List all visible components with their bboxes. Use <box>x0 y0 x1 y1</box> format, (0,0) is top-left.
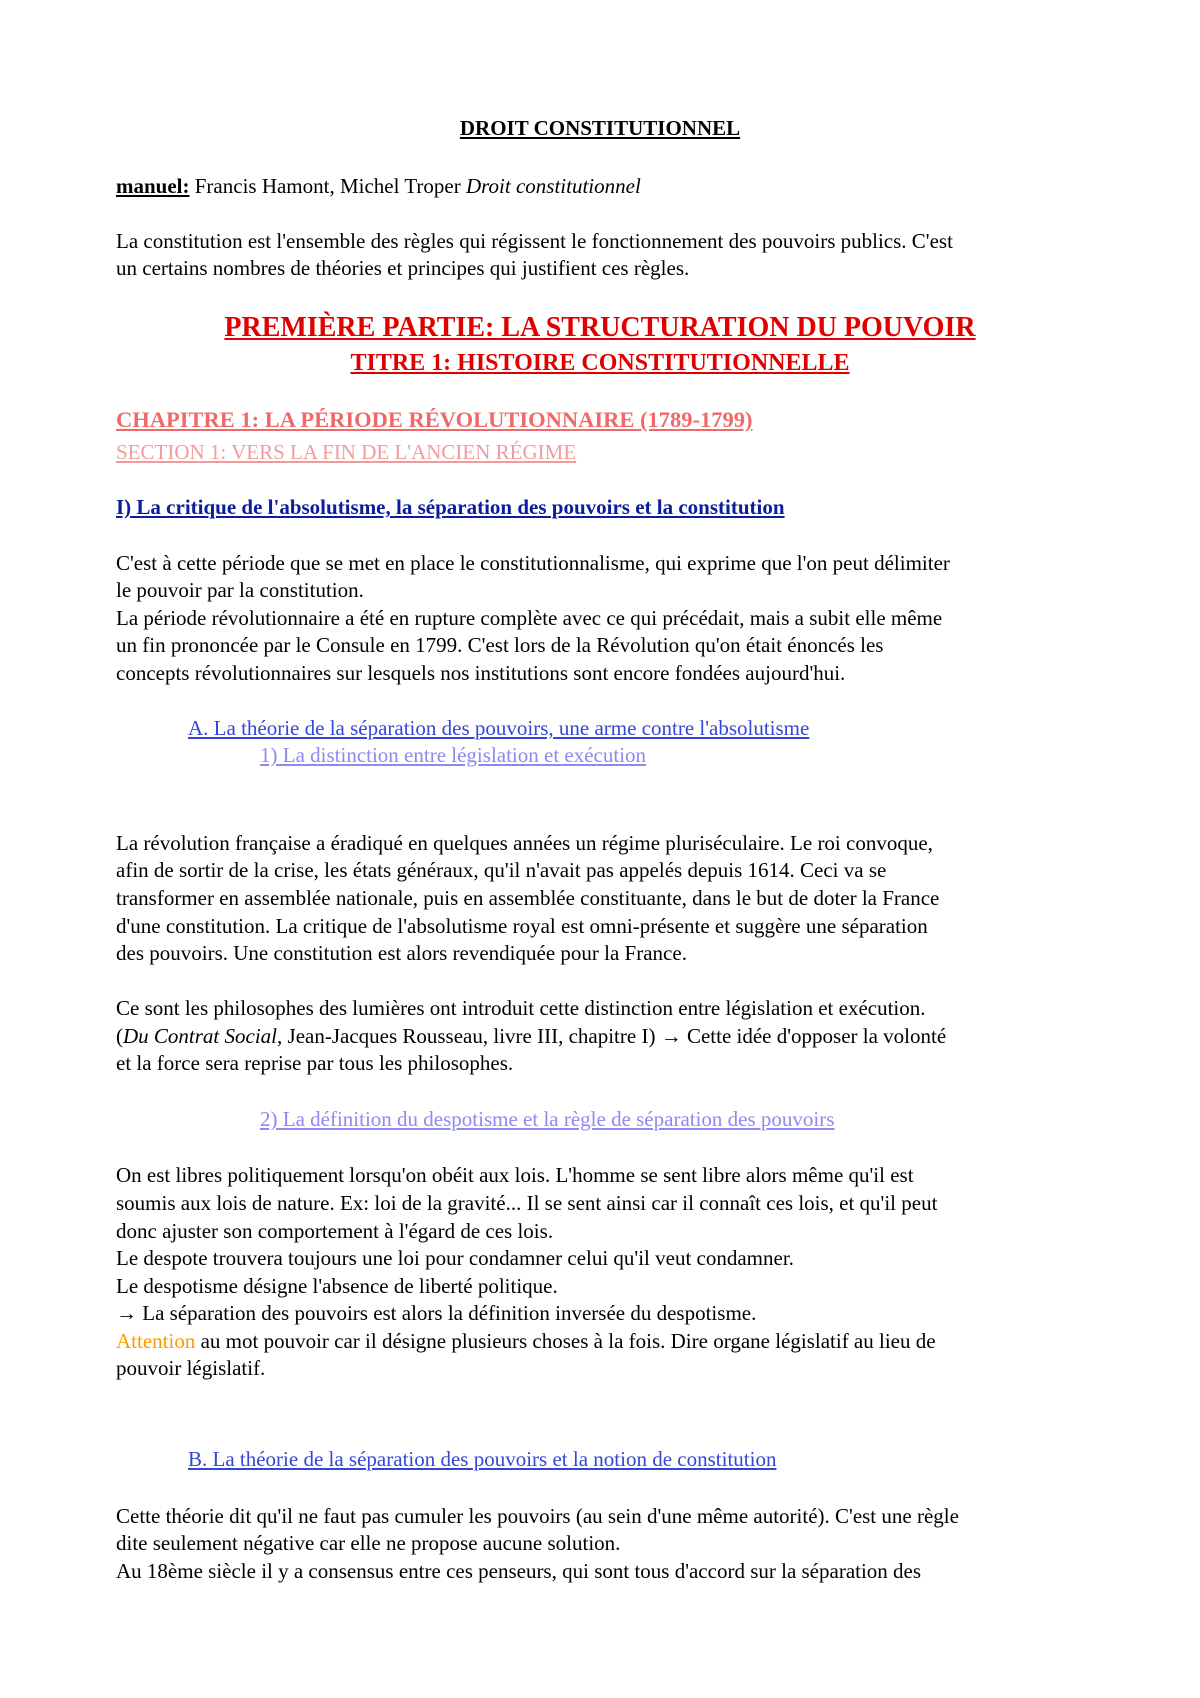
paragraph-line <box>116 1328 936 1354</box>
paragraph-line: et la force sera reprise par tous les philosophes. <box>116 1051 514 1075</box>
document-title: DROIT CONSTITUTIONNEL <box>459 116 741 140</box>
paragraph-line: pouvoir législatif. <box>116 1356 266 1380</box>
paragraph-line: On est libres politiquement lorsqu'on obéit aux lois. L'homme se sent libre alors même qu'il est <box>116 1163 914 1187</box>
heading-A2: 2) La définition du despotisme et la règle de séparation des pouvoirs <box>260 1107 835 1131</box>
paragraph-line: concepts révolutionnaires sur lesquels nos institutions sont encore fondées aujourd'hui. <box>116 661 846 685</box>
paragraph-line: donc ajuster son comportement à l'égard de ces lois. <box>116 1219 554 1243</box>
cited-book-title: Du Contrat Social <box>123 1024 278 1048</box>
paragraph-line: Le despotisme désigne l'absence de liberté politique. <box>116 1274 558 1298</box>
manual-label: manuel: <box>116 174 190 198</box>
paragraph-line <box>116 1023 946 1049</box>
paragraph-line: Au 18ème siècle il y a consensus entre ces penseurs, qui sont tous d'accord sur la séparation des <box>116 1559 922 1583</box>
chapter-title: CHAPITRE 1: LA PÉRIODE RÉVOLUTIONNAIRE (1789-1799) <box>116 407 753 432</box>
paragraph-line: un fin prononcée par le Consule en 1799. C'est lors de la Révolution qu'on était énoncés les <box>116 633 884 657</box>
paragraph-line: transformer en assemblée nationale, puis en assemblée constituante, dans le but de doter la France <box>116 886 940 910</box>
intro-line: La constitution est l'ensemble des règles qui régissent le fonctionnement des pouvoirs publics. C'est <box>116 229 953 253</box>
section-title: SECTION 1: VERS LA FIN DE L'ANCIEN RÉGIME <box>116 440 577 464</box>
paragraph-line: Ce sont les philosophes des lumières ont introduit cette distinction entre législation et exécution. <box>116 996 926 1020</box>
heading-A: A. La théorie de la séparation des pouvoirs, une arme contre l'absolutisme <box>188 716 810 740</box>
paragraph-line: La révolution française a éradiqué en quelques années un régime pluriséculaire. Le roi convoque, <box>116 831 933 855</box>
paragraph-line: le pouvoir par la constitution. <box>116 578 364 602</box>
paragraph-line: Le despote trouvera toujours une loi pour condamner celui qu'il veut condamner. <box>116 1246 794 1270</box>
paragraph-line: afin de sortir de la crise, les états généraux, qu'il n'avait pas appelés depuis 1614. Ceci va se <box>116 858 887 882</box>
paragraph-line: dite seulement négative car elle ne propose aucune solution. <box>116 1531 621 1555</box>
manual-reference <box>116 173 641 199</box>
paragraph-line: → La séparation des pouvoirs est alors la définition inversée du despotisme. <box>116 1301 757 1325</box>
heading-A1: 1) La distinction entre législation et exécution <box>260 743 647 767</box>
paragraph-line: La période révolutionnaire a été en rupture complète avec ce qui précédait, mais a subit elle même <box>116 606 943 630</box>
citation-rest: , Jean-Jacques Rousseau, livre III, chapitre I) → Cette idée d'opposer la volonté <box>277 1024 947 1048</box>
part-title: PREMIÈRE PARTIE: LA STRUCTURATION DU POUVOIR <box>224 312 976 343</box>
paragraph-line: C'est à cette période que se met en place le constitutionnalisme, qui exprime que l'on peut délimiter <box>116 551 950 575</box>
heading-I: I) La critique de l'absolutisme, la séparation des pouvoirs et la constitution <box>116 495 785 519</box>
intro-line: un certains nombres de théories et principes qui justifient ces règles. <box>116 256 690 280</box>
paragraph-line: d'une constitution. La critique de l'absolutisme royal est omni-présente et suggère une séparation <box>116 914 928 938</box>
manual-book-title: Droit constitutionnel <box>465 174 641 198</box>
paren-open: ( <box>116 1024 123 1048</box>
titre-title: TITRE 1: HISTOIRE CONSTITUTIONNELLE <box>350 350 850 376</box>
manual-authors: Francis Hamont, Michel Troper <box>189 174 466 198</box>
paragraph-line: des pouvoirs. Une constitution est alors revendiquée pour la France. <box>116 941 687 965</box>
heading-B: B. La théorie de la séparation des pouvoirs et la notion de constitution <box>188 1447 777 1471</box>
attention-rest: au mot pouvoir car il désigne plusieurs choses à la fois. Dire organe législatif au lieu de <box>195 1329 936 1353</box>
attention-word: Attention <box>116 1329 196 1353</box>
paragraph-line: Cette théorie dit qu'il ne faut pas cumuler les pouvoirs (au sein d'une même autorité). C'est une règle <box>116 1504 959 1528</box>
paragraph-line: soumis aux lois de nature. Ex: loi de la gravité... Il se sent ainsi car il connaît ces lois, et qu'il peut <box>116 1191 938 1215</box>
